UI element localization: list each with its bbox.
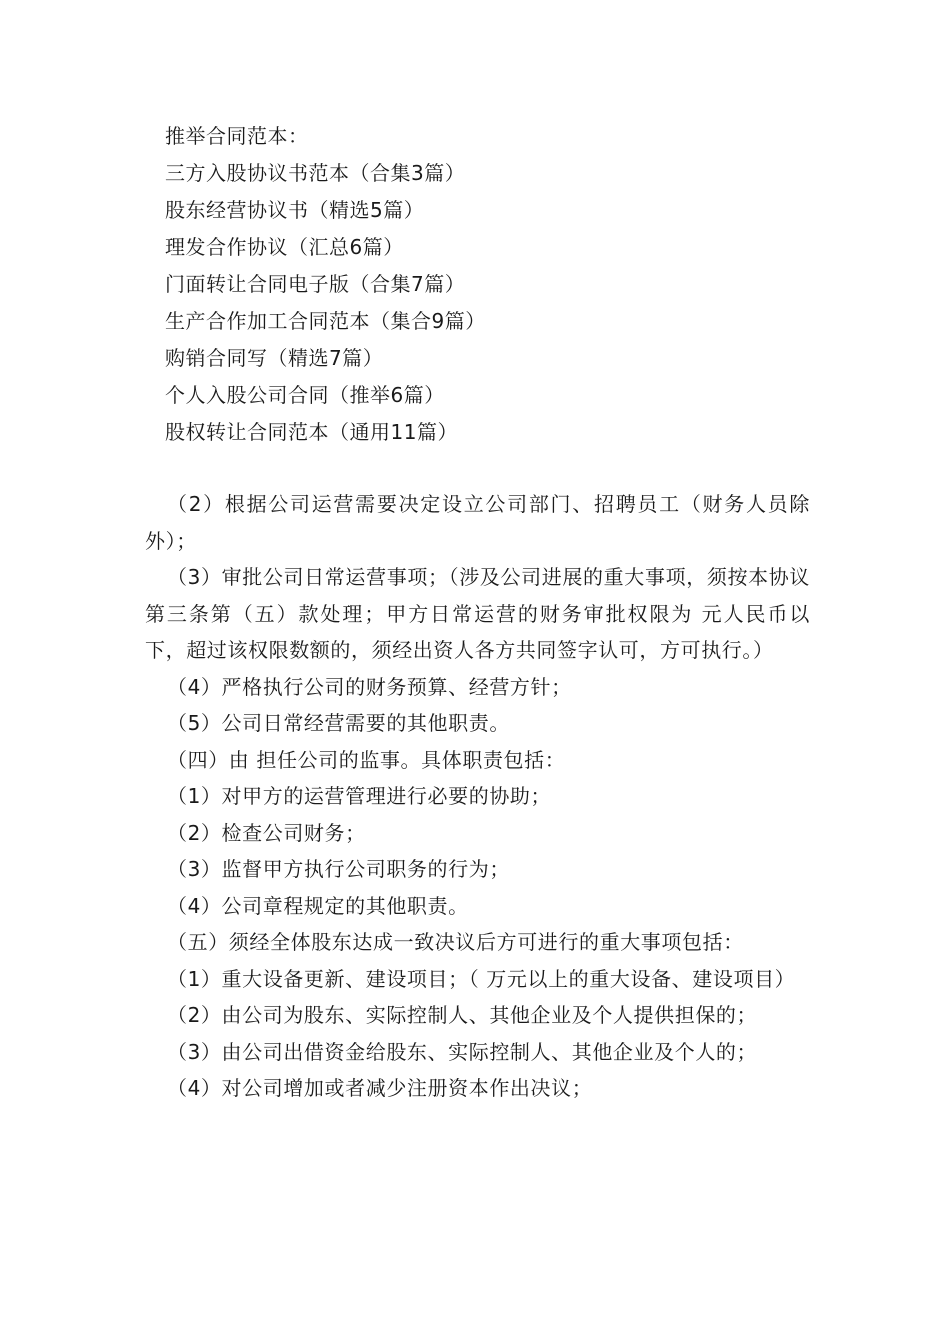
paragraph-major-matter-1: （1）重大设备更新、建设项目；（ 万元以上的重大设备、建设项目） xyxy=(167,966,796,991)
recommended-heading: 推举合同范本： xyxy=(165,124,309,148)
recommended-link-7[interactable]: 个人入股公司合同（推举6篇） xyxy=(165,383,445,407)
paragraph-major-matter-4: （4）对公司增加或者减少注册资本作出决议； xyxy=(167,1076,593,1100)
paragraph-major-matter-3: （3）由公司出借资金给股东、实际控制人、其他企业及个人的； xyxy=(167,1039,758,1064)
paragraph-major-matters-heading: （五）须经全体股东达成一致决议后方可进行的重大事项包括： xyxy=(167,930,744,954)
paragraph-major-matter-2: （2）由公司为股东、实际控制人、其他企业及个人提供担保的； xyxy=(167,1003,758,1027)
recommended-link-3[interactable]: 理发合作协议（汇总6篇） xyxy=(165,235,404,259)
paragraph-supervisor-duty-4: （4）公司章程规定的其他职责。 xyxy=(167,893,469,918)
recommended-link-1[interactable]: 三方入股协议书范本（合集3篇） xyxy=(165,161,466,185)
recommended-link-8[interactable]: 股权转让合同范本（通用11篇） xyxy=(165,420,458,444)
recommended-link-2[interactable]: 股东经营协议书（精选5篇） xyxy=(165,198,425,222)
paragraph-supervisor-heading: （四）由 担任公司的监事。具体职责包括： xyxy=(167,747,566,772)
paragraph-supervisor-duty-1: （1）对甲方的运营管理进行必要的协助； xyxy=(167,784,552,808)
recommended-link-5[interactable]: 生产合作加工合同范本（集合9篇） xyxy=(165,309,486,333)
paragraph-manager-duty-4: （4）严格执行公司的财务预算、经营方针； xyxy=(167,674,572,699)
paragraph-manager-duty-5: （5）公司日常经营需要的其他职责。 xyxy=(167,711,510,735)
paragraph-supervisor-duty-2: （2）检查公司财务； xyxy=(167,820,366,845)
paragraph-supervisor-duty-3: （3）监督甲方执行公司职务的行为； xyxy=(167,857,510,881)
paragraph-manager-duty-3: （3）审批公司日常运营事项；（涉及公司进展的重大事项，须按本协议第三条第（五）款处理；甲方日常运营的财务审批权限为 元人民币以下，超过该权限数额的，须经出资人各方共同签字认可，方可执行。） xyxy=(145,565,810,662)
paragraph-manager-duty-2: （2）根据公司运营需要决定设立公司部门、招聘员工（财务人员除外）； xyxy=(145,492,810,553)
recommended-contracts-list xyxy=(165,118,825,451)
agreement-body xyxy=(145,486,810,1107)
recommended-link-4[interactable]: 门面转让合同电子版（合集7篇） xyxy=(165,272,466,296)
recommended-link-6[interactable]: 购销合同写（精选7篇） xyxy=(165,346,384,370)
